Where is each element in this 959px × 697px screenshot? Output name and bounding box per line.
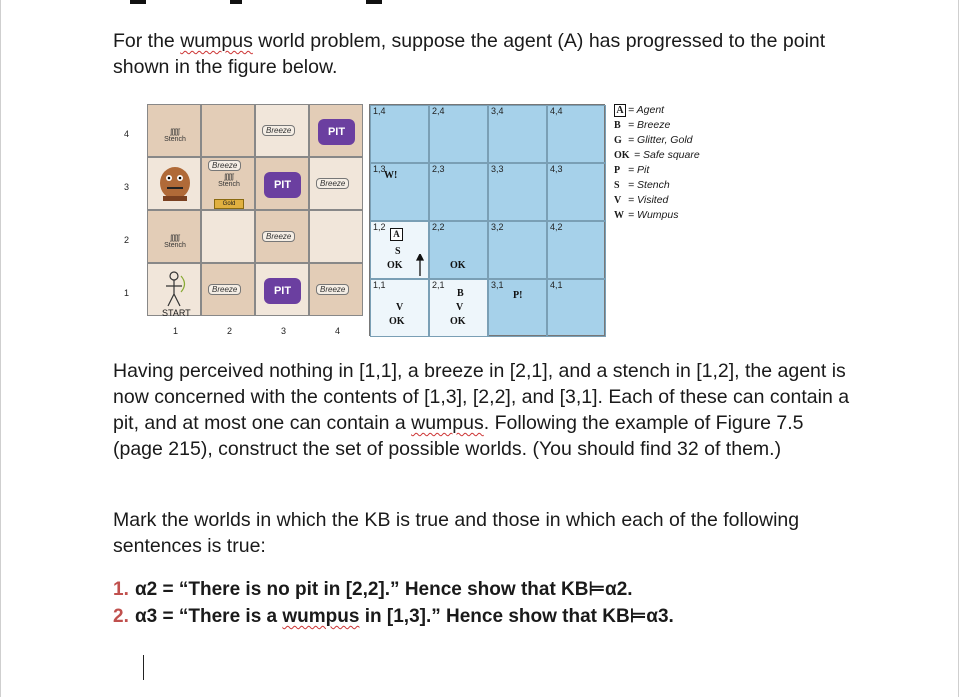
question-item[interactable]: 1. α2 = “There is no pit in [2,2].” Hence show that KB⊨α2. <box>113 579 633 600</box>
start-label: START <box>162 308 191 318</box>
col-number: 4 <box>335 326 341 336</box>
question-list <box>113 576 674 630</box>
pit-marker: PIT <box>318 119 355 145</box>
cell-4-4 <box>309 104 363 157</box>
cell-4-2 <box>309 210 363 263</box>
row-number: 1 <box>124 288 130 298</box>
cell-4-1 <box>309 263 363 316</box>
stench-marker: ʃʃʃʃʃʃ Stench <box>218 174 240 188</box>
kb-cell-1-4: 1,4 <box>370 105 429 163</box>
col-number: 2 <box>227 326 233 336</box>
visited-mark: V <box>456 302 464 313</box>
question-item[interactable]: 2. α3 = “There is a wumpus in [1,3].” Hence show that KB⊨α3. <box>113 606 674 627</box>
spell-flag-wumpus[interactable]: wumpus <box>180 30 253 52</box>
cell-1-1 <box>147 263 201 316</box>
col-number: 3 <box>281 326 287 336</box>
cell-3-4 <box>255 104 309 157</box>
col-number: 1 <box>173 326 179 336</box>
breeze-marker: Breeze <box>208 284 241 295</box>
spell-flag-wumpus[interactable]: wumpus <box>282 606 360 627</box>
ok-mark: OK <box>387 260 403 271</box>
ok-mark: OK <box>450 316 466 327</box>
breeze-marker: Breeze <box>316 178 349 189</box>
cell-3-3 <box>255 157 309 210</box>
intro-paragraph[interactable]: For the wumpus world problem, suppose the agent (A) has progressed to the point shown in the figure below. <box>113 30 826 78</box>
kb-cell-1-1: 1,1 V OK <box>370 279 429 337</box>
cell-2-4 <box>201 104 255 157</box>
pit-marker: PIT <box>264 172 301 198</box>
spell-flag-wumpus[interactable]: wumpus <box>411 412 484 434</box>
breeze-mark: B <box>457 288 464 299</box>
pit-mark: P! <box>513 290 523 301</box>
kb-cell-3-4: 3,4 <box>488 105 547 163</box>
legend-key: A <box>614 104 628 117</box>
cell-2-3 <box>201 157 255 210</box>
stench-marker: ʃʃʃʃʃʃ Stench <box>164 235 186 249</box>
agent-mark: A <box>390 228 403 241</box>
kb-cell-2-1: 2,1 B V OK <box>429 279 488 337</box>
stench-mark: S <box>395 246 401 257</box>
cell-3-2 <box>255 210 309 263</box>
kb-cell-2-2: 2,2 OK <box>429 221 488 279</box>
cell-1-2 <box>147 210 201 263</box>
kb-cell-4-2: 4,2 <box>547 221 606 279</box>
cell-3-1 <box>255 263 309 316</box>
agent-knowledge-grid <box>369 104 605 336</box>
kb-cell-4-4: 4,4 <box>547 105 606 163</box>
row-number: 2 <box>124 235 130 245</box>
gold-icon: Gold <box>214 199 244 209</box>
up-arrow-icon <box>416 254 424 276</box>
breeze-marker: Breeze <box>316 284 349 295</box>
cell-4-3 <box>309 157 363 210</box>
kb-cell-1-2: 1,2 A S OK <box>370 221 429 279</box>
kb-cell-3-3: 3,3 <box>488 163 547 221</box>
kb-cell-2-4: 2,4 <box>429 105 488 163</box>
body-paragraph-2[interactable]: Mark the worlds in which the KB is true and those in which each of the following sentences is true: <box>113 509 800 557</box>
pit-marker: PIT <box>264 278 301 304</box>
cell-2-2 <box>201 210 255 263</box>
page-edge-left <box>0 0 1 697</box>
kb-cell-4-1: 4,1 <box>547 279 606 337</box>
cell-1-3 <box>147 157 201 210</box>
row-number: 4 <box>124 129 130 139</box>
kb-cell-2-3: 2,3 <box>429 163 488 221</box>
row-number: 3 <box>124 182 130 192</box>
breeze-marker: Breeze <box>208 160 241 171</box>
text-cursor <box>143 655 144 680</box>
breeze-marker: Breeze <box>262 125 295 136</box>
wumpus-icon <box>148 158 200 209</box>
ok-mark: OK <box>450 260 466 271</box>
kb-cell-1-3: 1,3 W! <box>370 163 429 221</box>
wumpus-world-grid <box>147 104 363 316</box>
ok-mark: OK <box>389 316 405 327</box>
kb-cell-3-1: 3,1 P! <box>488 279 547 337</box>
kb-cell-4-3: 4,3 <box>547 163 606 221</box>
kb-cell-3-2: 3,2 <box>488 221 547 279</box>
top-heading-fragment <box>130 0 390 4</box>
stench-marker: ʃʃʃʃʃʃ Stench <box>164 129 186 143</box>
cell-2-1 <box>201 263 255 316</box>
visited-mark: V <box>396 302 404 313</box>
cell-1-4 <box>147 104 201 157</box>
wumpus-mark: W! <box>384 170 398 181</box>
breeze-marker: Breeze <box>262 231 295 242</box>
body-paragraph-1[interactable]: Having perceived nothing in [1,1], a breeze in [2,1], and a stench in [1,2], the agent is now concerned with the contents of [1,3], [2,2], and [3,1]. Each of these can contain a pit, and at most one can contain a wumpus. Following the example of Figure 7.5 (page 215), construct the set of possible worlds. (You should find 32 of them.) <box>113 360 850 460</box>
